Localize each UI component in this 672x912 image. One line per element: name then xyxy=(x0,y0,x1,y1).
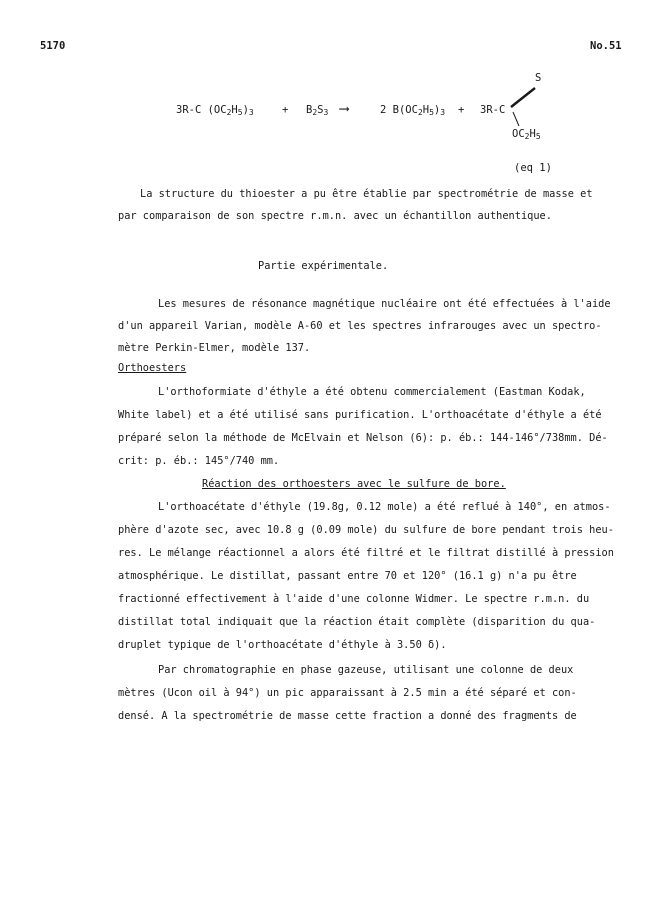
text-line: mètres (Ucon oil à 94°) un pic apparaissant à 2.5 min a été séparé et con- xyxy=(118,687,577,699)
plus-sign: + xyxy=(458,104,465,116)
page-number: 5170 xyxy=(40,40,66,52)
text-line: res. Le mélange réactionnel a alors été filtré et le filtrat distillé à pression xyxy=(118,547,614,559)
plus-sign: + xyxy=(282,104,289,116)
text-line: L'orthoformiate d'éthyle a été obtenu commercialement (Eastman Kodak, xyxy=(158,386,586,398)
single-bond xyxy=(513,112,519,126)
double-bond xyxy=(511,88,535,107)
subsection-heading: Orthoesters xyxy=(118,362,187,374)
text-line: phère d'azote sec, avec 10.8 g (0.09 mole) du sulfure de bore pendant trois heu- xyxy=(118,524,614,536)
sulfur-atom: S xyxy=(535,72,542,84)
text-line: Les mesures de résonance magnétique nucléaire ont été effectuées à l'aide xyxy=(158,298,611,310)
reactant-orthoester: 3R-C $(OC_2H_5)_3$ xyxy=(176,104,254,117)
equation-label: (eq 1) xyxy=(514,162,552,174)
text-line: distillat total indiquait que la réaction était complète (disparition du qua- xyxy=(118,616,596,628)
text-line: fractionné effectivement à l'aide d'une colonne Widmer. Le spectre r.m.n. du xyxy=(118,593,590,605)
text-line: densé. A la spectrométrie de masse cette fraction a donné des fragments de xyxy=(118,710,577,722)
subsection-heading: Réaction des orthoesters avec le sulfure de bore. xyxy=(202,478,506,490)
issue-number: No.51 xyxy=(590,40,622,52)
section-title: Partie expérimentale. xyxy=(258,260,389,272)
text-line: L'orthoacétate d'éthyle (19.8g, 0.12 mole) a été reflué à 140°, en atmos- xyxy=(158,501,611,513)
ethoxy-group: $OC_2H_5$ xyxy=(512,128,541,141)
text-line: mètre Perkin-Elmer, modèle 137. xyxy=(118,342,311,354)
product-borate: 2 $B(OC_2H_5)_3$ xyxy=(380,104,446,117)
text-line: d'un appareil Varian, modèle A-60 et les spectres infrarouges avec un spectro- xyxy=(118,320,602,332)
text-line: La structure du thioester a pu être établie par spectrométrie de masse et xyxy=(140,188,593,200)
reaction-arrow: ⟶ xyxy=(340,101,349,117)
text-line: White label) et a été utilisé sans purification. L'orthoacétate d'éthyle a été xyxy=(118,409,602,421)
text-line: préparé selon la méthode de McElvain et Nelson (6): p. éb.: 144-146°/738mm. Dé- xyxy=(118,432,608,444)
reactant-boron-sulfide: $B_2S_3$ xyxy=(306,104,329,117)
text-line: druplet typique de l'orthoacétate d'éthyle à 3.50 δ). xyxy=(118,639,447,651)
product-thioester: 3R-C xyxy=(480,104,506,116)
text-line: Par chromatographie en phase gazeuse, utilisant une colonne de deux xyxy=(158,664,574,676)
text-line: crit: p. éb.: 145°/740 mm. xyxy=(118,455,280,467)
text-line: par comparaison de son spectre r.m.n. avec un échantillon authentique. xyxy=(118,210,552,222)
text-line: atmosphérique. Le distillat, passant entre 70 et 120° (16.1 g) n'a pu être xyxy=(118,570,577,582)
